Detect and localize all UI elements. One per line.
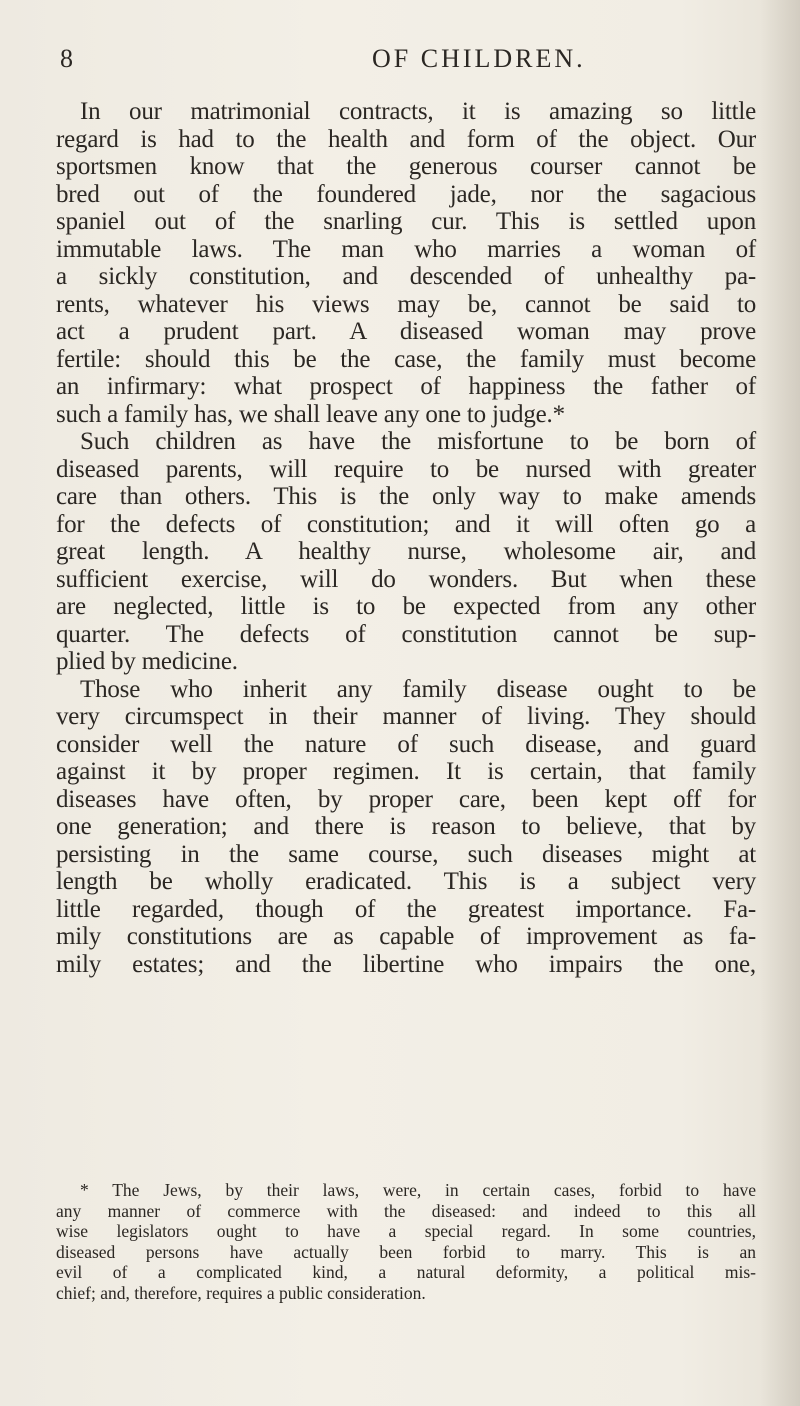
text-line: persisting in the same course, such diseases might at (56, 840, 756, 868)
footnote-line: * The Jews, by their laws, were, in certain cases, forbid to have (80, 1180, 756, 1200)
text-line: length be wholly eradicated. This is a subject very (56, 868, 756, 895)
text-line: fertile: should this be the case, the family must become (56, 345, 756, 373)
text-line: a sickly constitution, and descended of unhealthy pa- (56, 263, 756, 290)
text-line: care than others. This is the only way to make amends (56, 483, 756, 510)
running-head (60, 44, 750, 84)
text-line: In our matrimonial contracts, it is amazing so little (80, 98, 756, 125)
text-line: diseases have often, by proper care, been kept off for (56, 785, 756, 813)
text-line: Such children as have the misfortune to be born of (80, 428, 756, 455)
text-line: very circumspect in their manner of living. They should (56, 703, 756, 730)
footnote-line: diseased persons have actually been forbid to marry. This is an (56, 1241, 756, 1262)
page-number: 8 (60, 44, 74, 73)
text-line: mily constitutions are as capable of improvement as fa- (56, 923, 756, 950)
text-line: rents, whatever his views may be, cannot be said to (56, 290, 756, 318)
text-line: spaniel out of the snarling cur. This is settled upon (56, 208, 756, 235)
text-line: such a family has, we shall leave any one to judge.* (56, 400, 565, 428)
text-line: an infirmary: what prospect of happiness the father of (56, 373, 756, 400)
text-line: plied by medicine. (56, 648, 238, 675)
text-line: little regarded, though of the greatest importance. Fa- (56, 895, 756, 923)
text-line: sufficient exercise, will do wonders. But when these (56, 565, 756, 593)
footnote-line: chief; and, therefore, requires a public consideration. (56, 1282, 426, 1303)
text-line: act a prudent part. A diseased woman may prove (56, 318, 756, 345)
footnote (56, 1180, 756, 1303)
text-line: one generation; and there is reason to believe, that by (56, 813, 756, 840)
text-line: diseased parents, will require to be nursed with greater (56, 455, 756, 483)
text-line: quarter. The defects of constitution cannot be sup- (56, 620, 756, 648)
text-line: sportsmen know that the generous courser cannot be (56, 153, 756, 180)
text-line: great length. A healthy nurse, wholesome air, and (56, 538, 756, 565)
running-title: OF CHILDREN. (372, 44, 586, 73)
body-text (56, 98, 756, 978)
footnote-line: wise legislators ought to have a special regard. In some countries, (56, 1221, 756, 1241)
page-edge-shadow (760, 0, 800, 1406)
text-line: regard is had to the health and form of the object. Our (56, 125, 756, 153)
text-line: against it by proper regimen. It is certain, that family (56, 758, 756, 785)
text-line: bred out of the foundered jade, nor the sagacious (56, 180, 756, 208)
text-line: immutable laws. The man who marries a woman of (56, 235, 756, 263)
text-line: for the defects of constitution; and it will often go a (56, 510, 756, 538)
text-line: Those who inherit any family disease ought to be (80, 675, 756, 703)
text-line: are neglected, little is to be expected from any other (56, 593, 756, 620)
text-line: consider well the nature of such disease, and guard (56, 730, 756, 758)
footnote-line: any manner of commerce with the diseased: and indeed to this all (56, 1200, 756, 1221)
footnote-line: evil of a complicated kind, a natural deformity, a political mis- (56, 1262, 756, 1282)
text-line: mily estates; and the libertine who impairs the one, (56, 950, 756, 978)
